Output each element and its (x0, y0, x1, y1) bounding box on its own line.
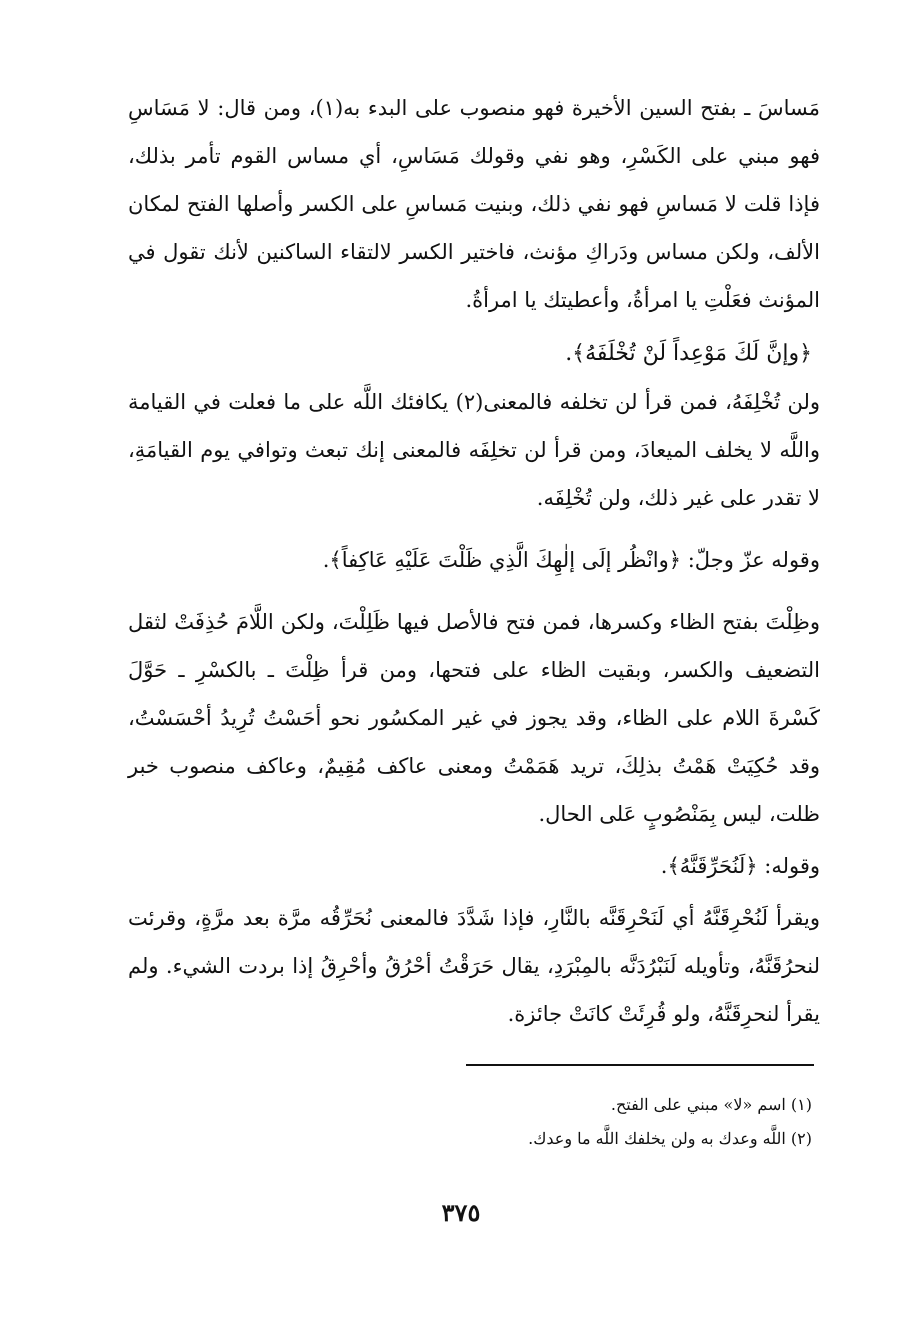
paragraph-qawluhu-unzur (128, 536, 820, 584)
paragraph-zilta (128, 598, 820, 838)
footnote-1: (١) اسم «لا» مبني على الفتح. (610, 1095, 812, 1114)
paragraph-qawluhu-lanuharriqannahu (128, 842, 820, 890)
paragraph-text: مَساسَ ـ بفتح السين الأخيرة فهو منصوب على البدء به(١)، ومن قال: لا مَسَاسِ فهو مبني على الكَسْرِ، وهو نفي وقولك مَسَاسِ، أي مساس القوم تأمر بذلك، فإذا قلت لا مَساسِ فهو نفي ذلك، وبنيت مَساسِ على الكسر وأصلها الفتح لمكان الألف، ولكن مساس ودَراكِ مؤنث، فاختير الكسر لالتقاء الساكنين لأنك تقول في المؤنث فعَلْتِ يا امرأةُ، وأعطيتك يا امرأةُ. (128, 96, 820, 312)
footnotes (528, 1088, 812, 1156)
paragraph-text: ولن تُخْلِفَهُ، فمن قرأ لن تخلفه فالمعنى(٢) يكافئك اللَّه على ما فعلت في القيامة واللَّه لا يخلف الميعادَ، ومن قرأ لن تخلِفَه فالمعنى إنك تبعث وتوافي يوم القيامَةِ، لا تقدر على غير ذلك، ولن تُخْلِفَه. (128, 390, 820, 510)
paragraph-text: وظِلْتَ بفتح الظاء وكسرها، فمن فتح فالأصل فيها ظَلِلْتَ، ولكن اللَّامَ حُذِفَتْ لثقل التضعيف والكسر، وبقيت الظاء على فتحها، ومن قرأ ظِلْتَ ـ بالكسْرِ ـ حَوَّلَ كَسْرةَ اللام على الظاء، وقد يجوز في غير المكسُور نحو أحَسْتُ تُرِيدُ أحْسَسْتُ، وقد حُكِيَتْ هَمْتُ بذلِكَ، تريد هَمَمْتُ ومعنى عاكف مُقِيمٌ، وعاكف منصوب خبر ظلت، ليس بِمَنْصُوبٍ عَلى الحال. (128, 610, 820, 826)
paragraph-yuqra (128, 894, 820, 1038)
page-number: ٣٧٥ (441, 1198, 481, 1227)
paragraph-text: وقوله عزّ وجلّ: ﴿وانْظُر إلَى إلٰهِكَ الَّذِي ظَلْتَ عَلَيْهِ عَاكِفاً﴾. (322, 548, 820, 572)
footnote-2: (٢) اللَّه وعدك به ولن يخلفك اللَّه ما وعدك. (528, 1129, 812, 1148)
paragraph-masas (128, 84, 820, 324)
paragraph-tukhlifahu (128, 378, 820, 522)
paragraph-text: ويقرأ لَنُحْرِقَنَّهُ أي لَنَحْرِقَنَّه بالنَّارِ، فإذا شَدَّدَ فالمعنى نُحَرِّقُه مرَّة بعد مرَّةٍ، وقرئت لنحرُقَنَّهُ، وتأويله لَنَبْرُدَنَّه بالمِبْرَدِ، يقال حَرَقْتُ أحْرُقُ وأحْرِقُ إذا بردت الشيء. ولم يقرأ لنحرِقَنَّهُ، ولو قُرِئَتْ كانَتْ جائزة. (128, 906, 820, 1026)
quran-verse-mawid: ﴿وإنَّ لَكَ مَوْعِداً لَنْ تُخْلَفَهُ﴾. (565, 341, 812, 366)
footnote-divider (466, 1064, 814, 1066)
paragraph-text: وقوله: ﴿لَنُحَرِّقَنَّهُ﴾. (660, 854, 820, 878)
